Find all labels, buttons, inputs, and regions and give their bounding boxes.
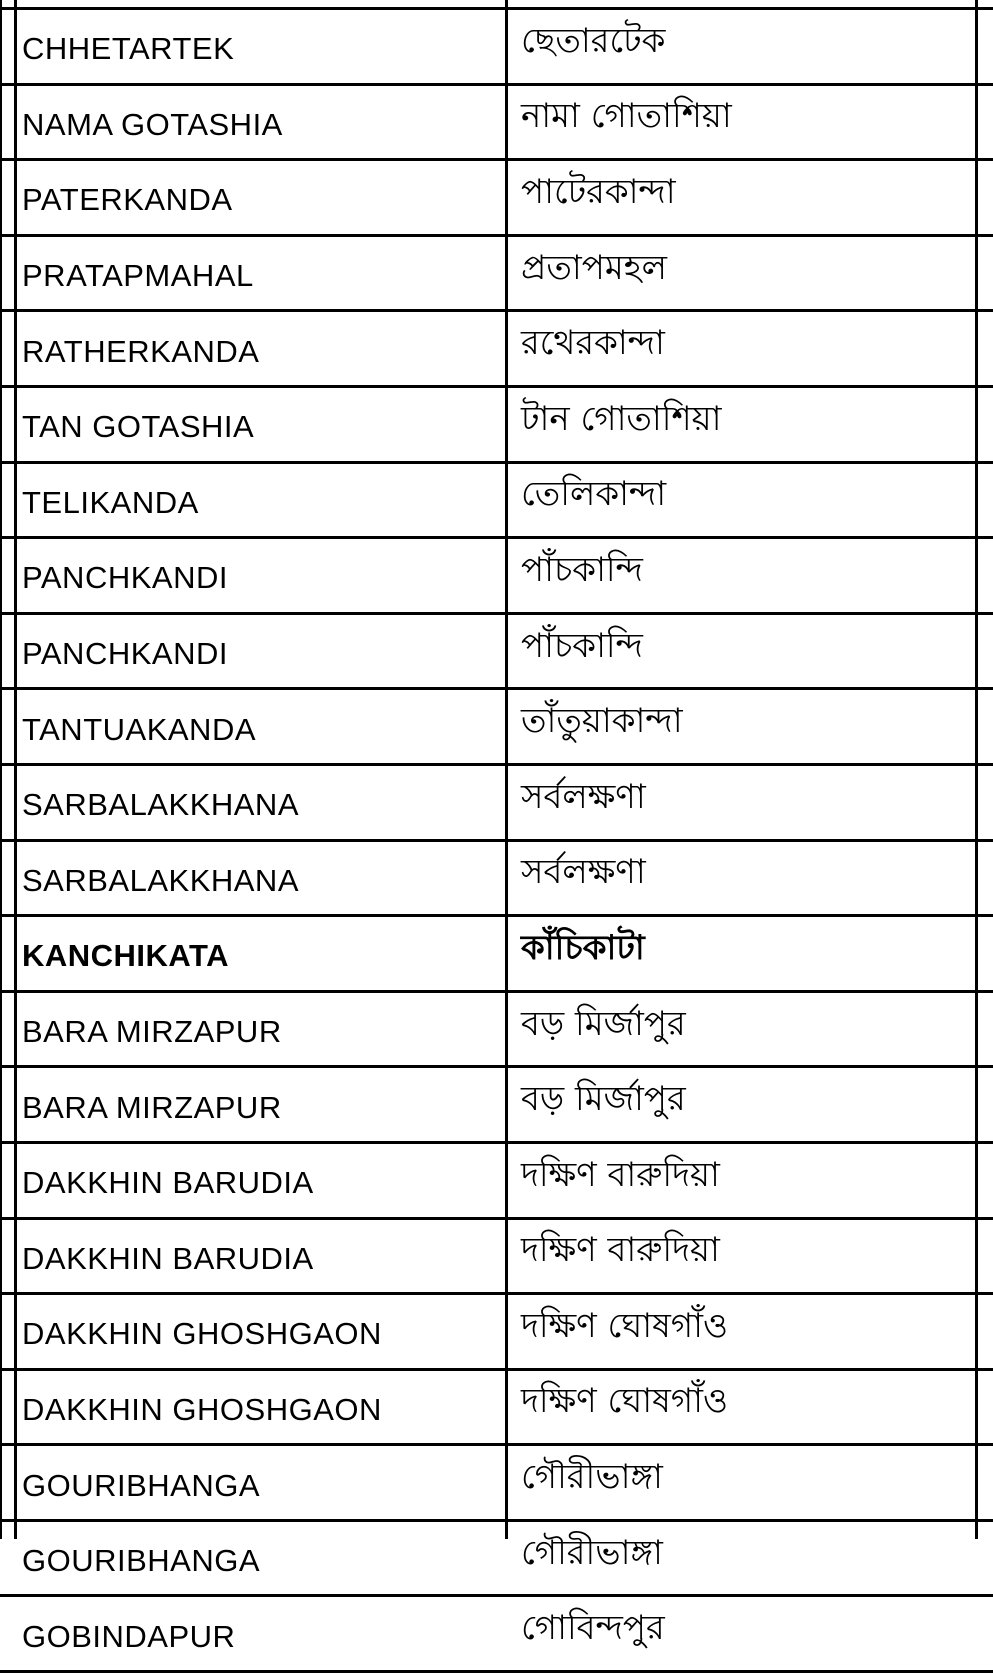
- table-row: [0, 462, 993, 538]
- english-name-cell: GOBINDAPUR: [14, 1596, 513, 1672]
- english-name-cell: TELIKANDA: [14, 462, 513, 538]
- row-stub-cell: [0, 1294, 14, 1370]
- english-name-cell: PANCHKANDI: [14, 538, 513, 614]
- bengali-name-cell: গৌরীভাঙ্গা: [513, 1445, 991, 1521]
- table-row: [0, 160, 993, 236]
- english-name-cell: GOURIBHANGA: [14, 1445, 513, 1521]
- bengali-name-cell: সর্বলক্ষণা: [513, 840, 991, 916]
- english-name-cell: DAKKHIN GHOSHGAON: [14, 1294, 513, 1370]
- table-row: [0, 1218, 993, 1294]
- table-row: [0, 840, 993, 916]
- bengali-name-cell: তাঁতুয়াকান্দা: [513, 689, 991, 765]
- table-row: [0, 84, 993, 160]
- bengali-name-cell: প্রতাপমহল: [513, 235, 991, 311]
- village-name-table: [0, 10, 993, 1673]
- english-name-cell: GOURIBHANGA: [14, 1520, 513, 1596]
- bengali-name-cell: দক্ষিণ ঘোষগাঁও: [513, 1369, 991, 1445]
- column-divider: [505, 0, 508, 1539]
- table-row: [0, 613, 993, 689]
- row-stub-cell: [0, 1596, 14, 1672]
- bengali-name-cell: বড় মির্জাপুর: [513, 1067, 991, 1143]
- bengali-name-cell: সর্বলক্ষণা: [513, 764, 991, 840]
- english-name-cell: SARBALAKKHANA: [14, 840, 513, 916]
- row-stub-cell: [0, 386, 14, 462]
- row-stub-cell: [0, 160, 14, 236]
- table-row: [0, 1520, 993, 1596]
- english-name-cell: KANCHIKATA: [14, 916, 513, 992]
- table-row: [0, 10, 993, 84]
- english-name-cell: DAKKHIN BARUDIA: [14, 1218, 513, 1294]
- row-stub-cell: [0, 538, 14, 614]
- table-row: [0, 764, 993, 840]
- row-stub-cell: [0, 1067, 14, 1143]
- english-name-cell: PANCHKANDI: [14, 613, 513, 689]
- english-name-cell: PRATAPMAHAL: [14, 235, 513, 311]
- table-body: [0, 10, 993, 1672]
- english-name-cell: PATERKANDA: [14, 160, 513, 236]
- row-stub-cell: [0, 613, 14, 689]
- english-name-cell: BARA MIRZAPUR: [14, 991, 513, 1067]
- bengali-name-cell: বড় মির্জাপুর: [513, 991, 991, 1067]
- row-stub-cell: [0, 1218, 14, 1294]
- table-row: [0, 689, 993, 765]
- table-row: [0, 1294, 993, 1370]
- table-row: [0, 1596, 993, 1672]
- table-row: [0, 991, 993, 1067]
- row-stub-cell: [0, 1445, 14, 1521]
- english-name-cell: BARA MIRZAPUR: [14, 1067, 513, 1143]
- english-name-cell: TANTUAKANDA: [14, 689, 513, 765]
- bengali-name-cell: ছেতারটেক: [513, 10, 991, 84]
- row-stub-cell: [0, 311, 14, 387]
- bengali-name-cell: পাঁচকান্দি: [513, 613, 991, 689]
- bengali-name-cell: নামা গোতাশিয়া: [513, 84, 991, 160]
- row-stub-cell: [0, 916, 14, 992]
- bengali-name-cell: কাঁচিকাটা: [513, 916, 991, 992]
- english-name-cell: TAN GOTASHIA: [14, 386, 513, 462]
- english-name-cell: NAMA GOTASHIA: [14, 84, 513, 160]
- row-stub-cell: [0, 689, 14, 765]
- row-stub-cell: [0, 840, 14, 916]
- bengali-name-cell: টান গোতাশিয়া: [513, 386, 991, 462]
- english-name-cell: RATHERKANDA: [14, 311, 513, 387]
- bengali-name-cell: তেলিকান্দা: [513, 462, 991, 538]
- table-row: [0, 1369, 993, 1445]
- english-name-cell: DAKKHIN GHOSHGAON: [14, 1369, 513, 1445]
- bengali-name-cell: দক্ষিণ বারুদিয়া: [513, 1142, 991, 1218]
- bengali-name-cell: গৌরীভাঙ্গা: [513, 1520, 991, 1596]
- bengali-name-cell: গোবিন্দপুর: [513, 1596, 991, 1672]
- table-row: [0, 1445, 993, 1521]
- row-stub-cell: [0, 1369, 14, 1445]
- bengali-name-cell: রথেরকান্দা: [513, 311, 991, 387]
- column-right-border: [975, 0, 978, 1539]
- bengali-name-cell: দক্ষিণ বারুদিয়া: [513, 1218, 991, 1294]
- table-row: [0, 386, 993, 462]
- table-row: [0, 538, 993, 614]
- table-row: [0, 1067, 993, 1143]
- outer-left-border: [0, 0, 2, 1539]
- row-stub-cell: [0, 1142, 14, 1218]
- table-row: [0, 235, 993, 311]
- row-stub-cell: [0, 462, 14, 538]
- table-row: [0, 1142, 993, 1218]
- bengali-name-cell: পাটেরকান্দা: [513, 160, 991, 236]
- table-row: [0, 916, 993, 992]
- english-name-cell: DAKKHIN BARUDIA: [14, 1142, 513, 1218]
- english-name-cell: SARBALAKKHANA: [14, 764, 513, 840]
- bengali-name-cell: দক্ষিণ ঘোষগাঁও: [513, 1294, 991, 1370]
- table-row: [0, 311, 993, 387]
- row-stub-cell: [0, 1520, 14, 1596]
- row-stub-cell: [0, 10, 14, 84]
- english-name-cell: CHHETARTEK: [14, 10, 513, 84]
- column-left-border: [14, 0, 17, 1539]
- row-stub-cell: [0, 991, 14, 1067]
- row-stub-cell: [0, 764, 14, 840]
- row-stub-cell: [0, 235, 14, 311]
- bengali-name-cell: পাঁচকান্দি: [513, 538, 991, 614]
- row-stub-cell: [0, 84, 14, 160]
